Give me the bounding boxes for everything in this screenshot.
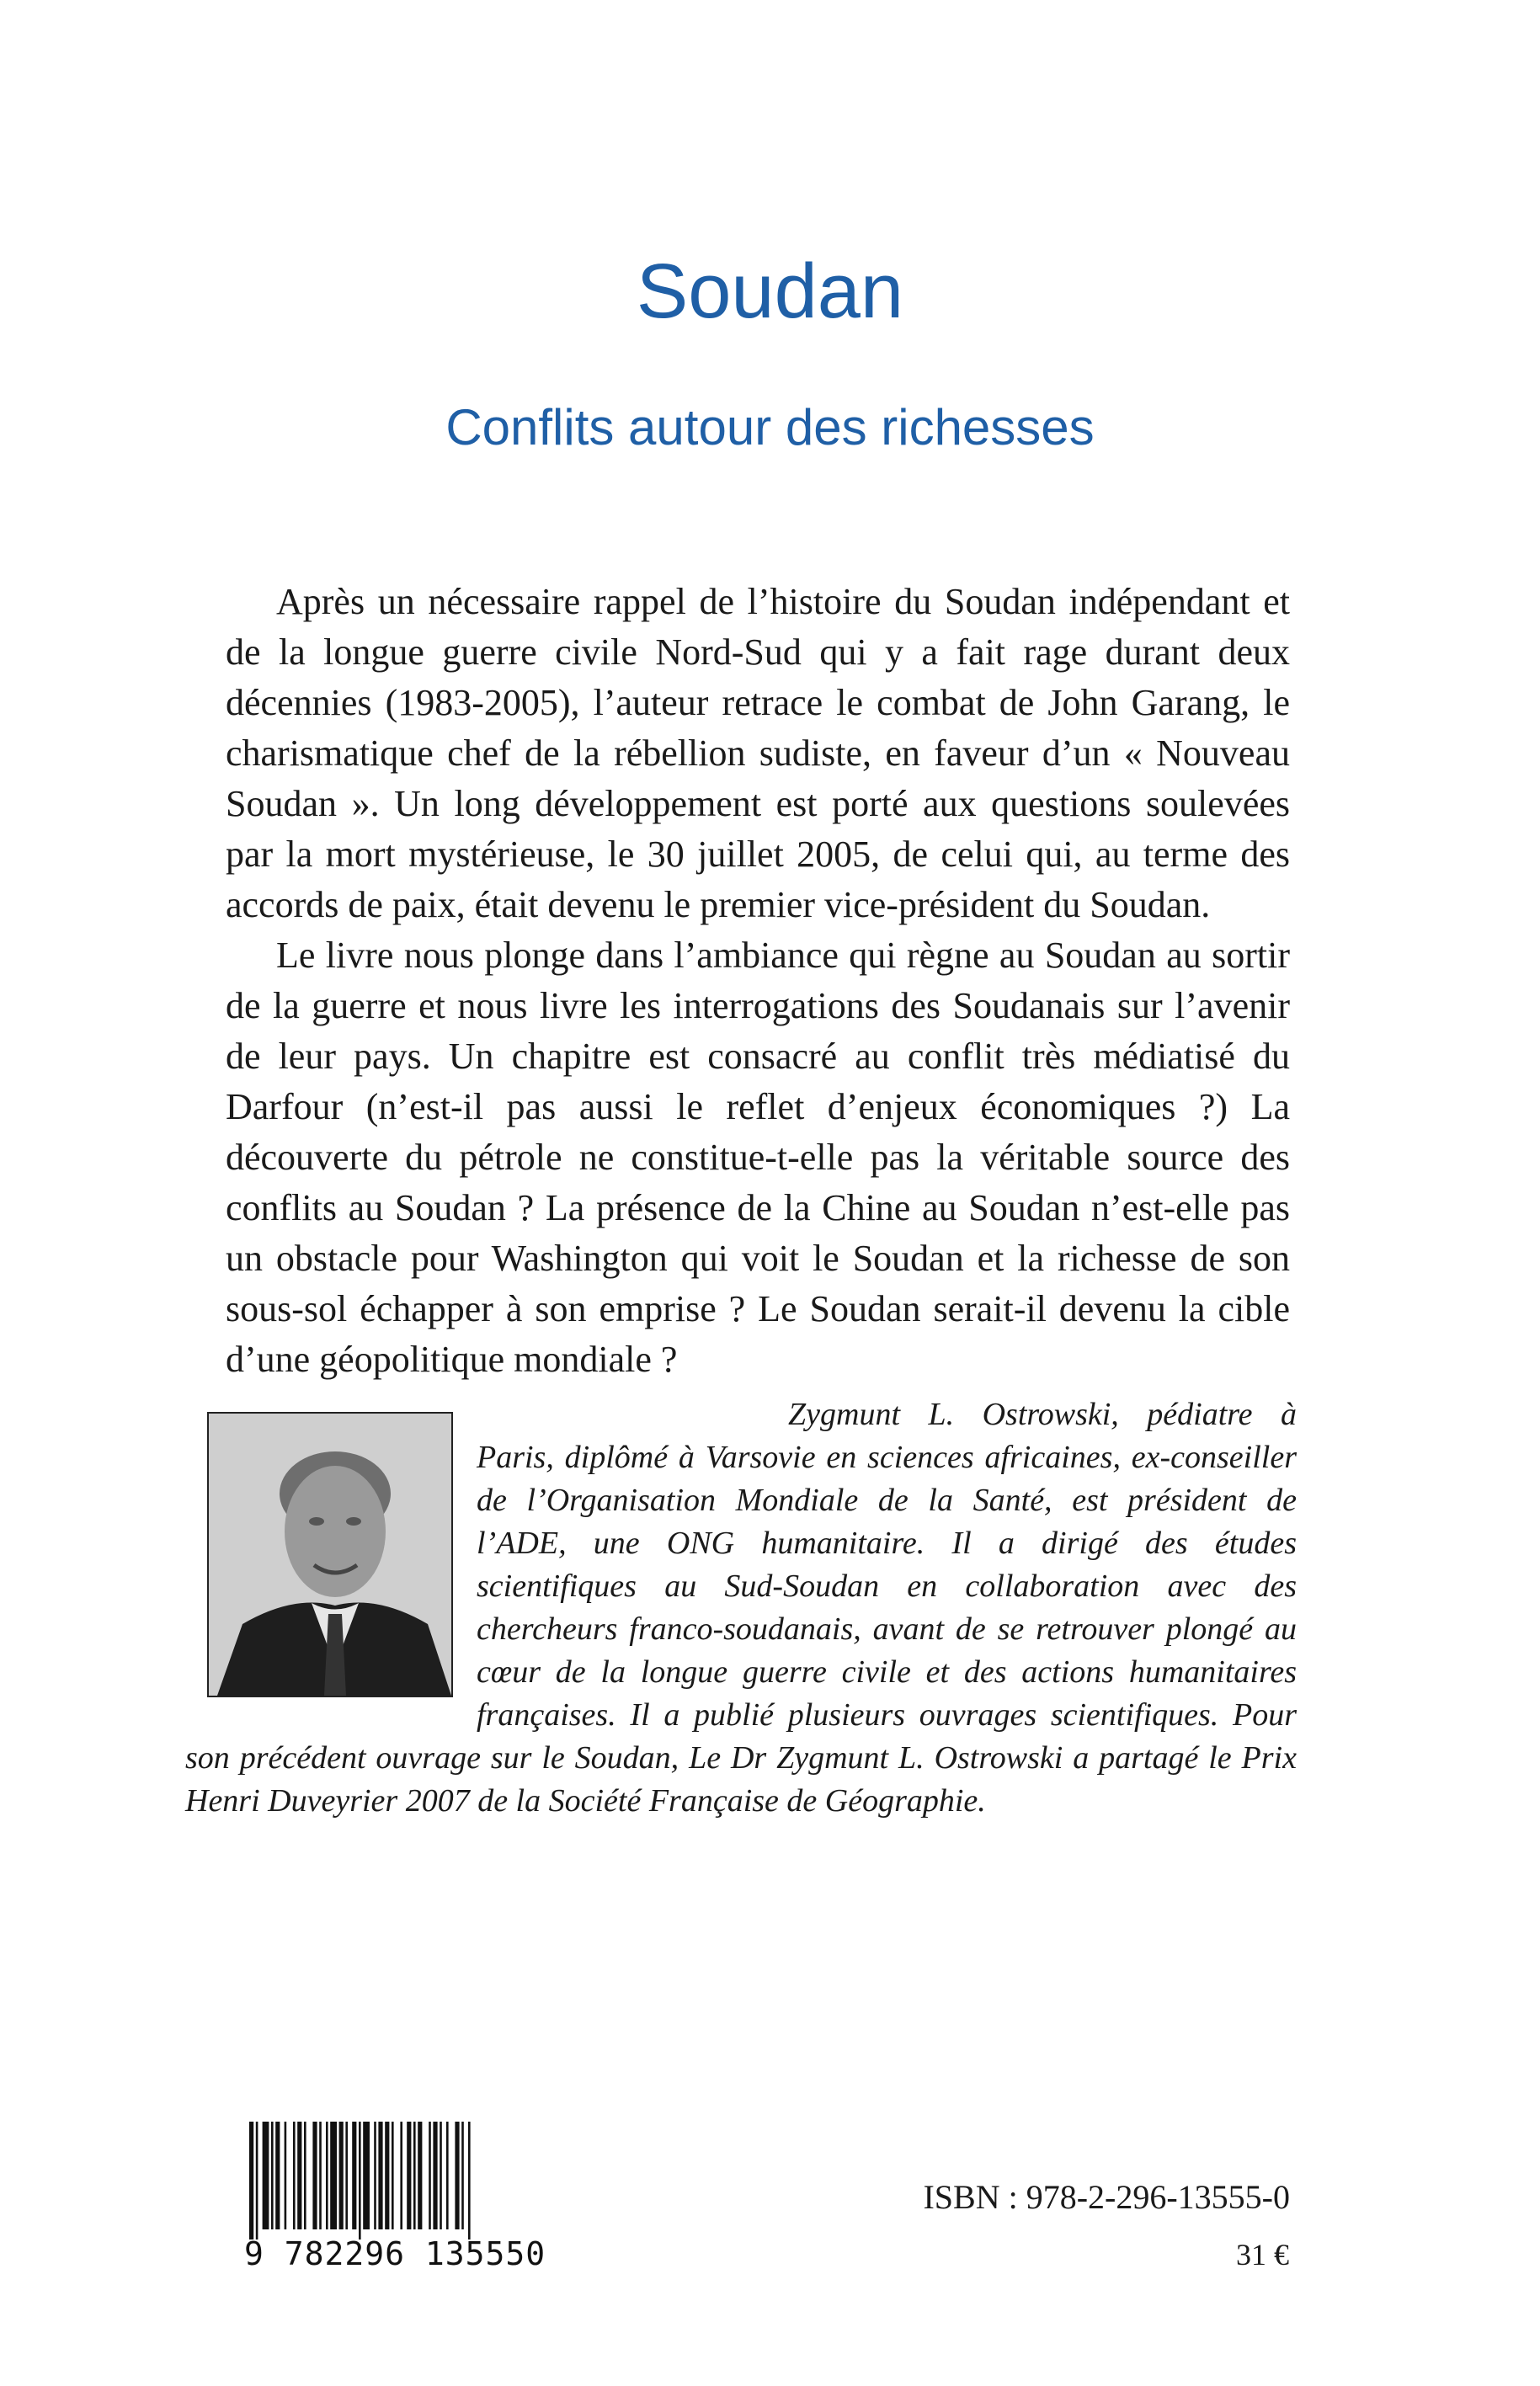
barcode-bar (285, 2122, 287, 2229)
barcode-bar (312, 2122, 317, 2229)
barcode-digits: 9 782296 135550 (244, 2235, 546, 2272)
book-title: Soudan (636, 248, 904, 334)
summary-text (226, 577, 1290, 1385)
barcode-bar (326, 2122, 328, 2229)
barcode-bar (304, 2122, 306, 2229)
barcode-bar (429, 2122, 431, 2229)
barcode-bar (455, 2122, 459, 2229)
barcode-bar (385, 2122, 389, 2229)
barcode-bar (374, 2122, 376, 2229)
barcode-bar (407, 2122, 411, 2229)
barcode-bar (249, 2122, 253, 2240)
barcode-bar (271, 2122, 274, 2229)
barcode-bar (413, 2122, 416, 2229)
barcode-bar (275, 2122, 280, 2229)
summary-paragraph-1: Après un nécessaire rappel de l’histoire du Soudan indépendant et de la longue guerre civile Nord-Sud qui y a fait rage durant deux décennies (1983-2005), l’auteur retrace le combat de John Garang, le charismatique chef de la rébellion sudiste, en faveur d’un « Nouveau Soudan ». Un long développement est porté aux questions soulevées par la mort mystérieuse, le 30 juillet 2005, de celui qui, au terme des accords de paix, était devenu le premier vice-président du Soudan. (226, 581, 1290, 925)
isbn-number: ISBN : 978-2-296-13555-0 (923, 2178, 1290, 2216)
book-subtitle: Conflits autour des richesses (445, 399, 1095, 455)
barcode-bar (418, 2122, 422, 2229)
barcode-bar (293, 2122, 296, 2229)
barcode-bar (263, 2122, 269, 2229)
barcode-bar (468, 2122, 471, 2240)
price: 31 € (1236, 2238, 1289, 2271)
barcode-bar (378, 2122, 382, 2229)
barcode-bar (433, 2122, 437, 2229)
barcode-bar (297, 2122, 301, 2229)
author-bio: Zygmunt L. Ostrowski, pédiatre à Paris, diplômé à Varsovie en sciences africaines, ex-conseiller de l’Organisation Mondiale de la Santé, est président de l’ADE, une ONG humanitaire. Il a dirigé des études scientifiques au Sud-Soudan en collaboration avec des chercheurs franco-soudanais, avant de se retrouver plongé au cœur de la longue guerre civile et des actions humanitaires françaises. Il a publié plusieurs ouvrages scientifiques. Pour son précédent ouvrage sur le Soudan, Le Dr Zygmunt L. Ostrowski a partagé le Prix Henri Duveyrier 2007 de la Société Française de Géographie. (185, 1397, 1297, 1819)
author-bio-section (185, 1393, 1297, 1823)
barcode-bar (461, 2122, 464, 2229)
barcode-bar (446, 2122, 449, 2229)
summary-paragraph-2: Le livre nous plonge dans l’ambiance qui règne au Soudan au sortir de la guerre et nous livre les interrogations des Soudanais sur l’avenir de leur pays. Un chapitre est consacré au conflit très médiatisé du Darfour (n’est-il pas aussi le reflet d’enjeux économiques ?) La découverte du pétrole ne constitue-t-elle pas la véritable source des conflits au Soudan ? La présence de la Chine au Soudan n’est-elle pas un obstacle pour Washington qui voit le Soudan et la richesse de son sous-sol échapper à son emprise ? Le Soudan serait-il devenu la cible d’une géopolitique mondiale ? (226, 935, 1290, 1380)
barcode-bar (345, 2122, 348, 2229)
barcode-bar (330, 2122, 337, 2229)
barcode-bar (400, 2122, 402, 2229)
barcode-bar (319, 2122, 322, 2229)
author-photo (207, 1412, 453, 1697)
barcode-bar (352, 2122, 356, 2229)
barcode-bar (392, 2122, 394, 2229)
barcode-bar (363, 2122, 370, 2229)
barcode-bar (359, 2122, 361, 2240)
barcode-bar (440, 2122, 442, 2229)
barcode-bar (256, 2122, 258, 2240)
barcode-bar (339, 2122, 344, 2229)
